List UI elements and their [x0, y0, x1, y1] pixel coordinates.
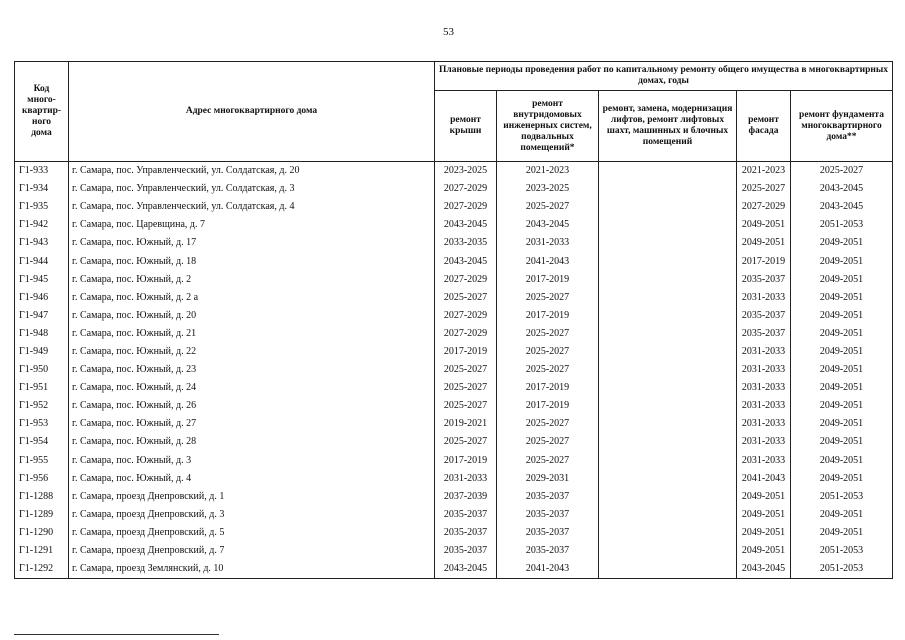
elevators-period-cell: [599, 415, 737, 433]
table-row: [15, 415, 893, 433]
foundation-period-cell: 2051-2053: [791, 542, 893, 560]
code-cell: Г1-1288: [15, 488, 69, 506]
address-cell: г. Самара, пос. Южный, д. 26: [69, 397, 435, 415]
code-cell: Г1-954: [15, 433, 69, 451]
foundation-period-cell: 2049-2051: [791, 343, 893, 361]
foundation-period-cell: 2049-2051: [791, 361, 893, 379]
table-row: [15, 560, 893, 579]
address-cell: г. Самара, проезд Днепровский, д. 7: [69, 542, 435, 560]
roof-period-cell: 2035-2037: [435, 506, 497, 524]
engineering-period-cell: 2035-2037: [497, 524, 599, 542]
code-cell: Г1-952: [15, 397, 69, 415]
engineering-period-cell: 2021-2023: [497, 162, 599, 181]
facade-period-cell: 2021-2023: [737, 162, 791, 181]
elevators-period-cell: [599, 433, 737, 451]
facade-period-cell: 2049-2051: [737, 234, 791, 252]
elevators-period-cell: [599, 506, 737, 524]
foundation-period-cell: 2049-2051: [791, 506, 893, 524]
table-row: [15, 289, 893, 307]
engineering-period-cell: 2023-2025: [497, 180, 599, 198]
engineering-period-cell: 2017-2019: [497, 271, 599, 289]
elevators-period-cell: [599, 361, 737, 379]
address-cell: г. Самара, пос. Управленческий, ул. Солдатская, д. 20: [69, 162, 435, 181]
code-cell: Г1-953: [15, 415, 69, 433]
engineering-period-cell: 2035-2037: [497, 488, 599, 506]
engineering-period-cell: 2025-2027: [497, 325, 599, 343]
address-column-header: Адрес многоквартирного дома: [69, 62, 435, 162]
elevators-period-cell: [599, 488, 737, 506]
address-cell: г. Самара, проезд Днепровский, д. 5: [69, 524, 435, 542]
code-cell: Г1-933: [15, 162, 69, 181]
code-cell: Г1-1290: [15, 524, 69, 542]
roof-period-cell: 2037-2039: [435, 488, 497, 506]
roof-period-cell: 2027-2029: [435, 307, 497, 325]
elevators-period-cell: [599, 289, 737, 307]
table-row: [15, 198, 893, 216]
facade-period-cell: 2031-2033: [737, 415, 791, 433]
address-cell: г. Самара, пос. Южный, д. 2 а: [69, 289, 435, 307]
facade-period-cell: 2031-2033: [737, 361, 791, 379]
foundation-period-cell: 2049-2051: [791, 433, 893, 451]
foundation-period-cell: 2049-2051: [791, 289, 893, 307]
code-cell: Г1-946: [15, 289, 69, 307]
address-cell: г. Самара, пос. Южный, д. 28: [69, 433, 435, 451]
address-cell: г. Самара, пос. Южный, д. 27: [69, 415, 435, 433]
engineering-period-cell: 2025-2027: [497, 415, 599, 433]
address-cell: г. Самара, пос. Южный, д. 20: [69, 307, 435, 325]
engineering-period-cell: 2025-2027: [497, 198, 599, 216]
roof-period-cell: 2027-2029: [435, 198, 497, 216]
engineering-period-cell: 2041-2043: [497, 252, 599, 270]
elevators-period-cell: [599, 162, 737, 181]
code-cell: Г1-1291: [15, 542, 69, 560]
facade-period-cell: 2035-2037: [737, 307, 791, 325]
elevators-period-cell: [599, 307, 737, 325]
roof-period-cell: 2025-2027: [435, 397, 497, 415]
facade-period-cell: 2017-2019: [737, 252, 791, 270]
table-row: [15, 271, 893, 289]
foundation-column-header: ремонт фундамента многоквартирного дома**: [791, 91, 893, 162]
table-row: [15, 343, 893, 361]
engineering-column-header: ремонт внутридомовых инженерных систем, подвальных помещений*: [497, 91, 599, 162]
foundation-period-cell: 2049-2051: [791, 307, 893, 325]
table-row: [15, 397, 893, 415]
table-row: [15, 506, 893, 524]
address-cell: г. Самара, пос. Южный, д. 21: [69, 325, 435, 343]
code-cell: Г1-955: [15, 452, 69, 470]
engineering-period-cell: 2043-2045: [497, 216, 599, 234]
roof-period-cell: 2017-2019: [435, 343, 497, 361]
code-column-header: [15, 62, 69, 162]
elevators-period-cell: [599, 234, 737, 252]
elevators-period-cell: [599, 542, 737, 560]
code-cell: Г1-1292: [15, 560, 69, 579]
roof-column-header: ремонт крыши: [435, 91, 497, 162]
address-cell: г. Самара, пос. Управленческий, ул. Солдатская, д. 4: [69, 198, 435, 216]
table-row: [15, 307, 893, 325]
facade-period-cell: 2035-2037: [737, 325, 791, 343]
foundation-period-cell: 2025-2027: [791, 162, 893, 181]
code-cell: Г1-956: [15, 470, 69, 488]
engineering-period-cell: 2025-2027: [497, 433, 599, 451]
address-cell: г. Самара, пос. Царевщина, д. 7: [69, 216, 435, 234]
roof-period-cell: 2027-2029: [435, 271, 497, 289]
engineering-period-cell: 2025-2027: [497, 289, 599, 307]
code-header-line: Код: [33, 84, 50, 94]
address-cell: г. Самара, пос. Южный, д. 23: [69, 361, 435, 379]
facade-period-cell: 2049-2051: [737, 506, 791, 524]
engineering-period-cell: 2017-2019: [497, 397, 599, 415]
facade-period-cell: 2031-2033: [737, 452, 791, 470]
roof-period-cell: 2025-2027: [435, 361, 497, 379]
facade-period-cell: 2041-2043: [737, 470, 791, 488]
foundation-period-cell: 2049-2051: [791, 470, 893, 488]
table-row: [15, 234, 893, 252]
code-cell: Г1-1289: [15, 506, 69, 524]
engineering-period-cell: 2035-2037: [497, 506, 599, 524]
roof-period-cell: 2025-2027: [435, 289, 497, 307]
foundation-period-cell: 2043-2045: [791, 198, 893, 216]
table-row: [15, 379, 893, 397]
foundation-period-cell: 2049-2051: [791, 252, 893, 270]
roof-period-cell: 2033-2035: [435, 234, 497, 252]
roof-period-cell: 2025-2027: [435, 433, 497, 451]
address-cell: г. Самара, пос. Южный, д. 2: [69, 271, 435, 289]
foundation-period-cell: 2051-2053: [791, 488, 893, 506]
roof-period-cell: 2023-2025: [435, 162, 497, 181]
engineering-period-cell: 2025-2027: [497, 452, 599, 470]
page-number: 53: [443, 26, 454, 38]
foundation-period-cell: 2049-2051: [791, 325, 893, 343]
facade-period-cell: 2031-2033: [737, 379, 791, 397]
elevators-period-cell: [599, 271, 737, 289]
foundation-period-cell: 2049-2051: [791, 524, 893, 542]
table-row: [15, 433, 893, 451]
engineering-period-cell: 2025-2027: [497, 343, 599, 361]
roof-period-cell: 2043-2045: [435, 252, 497, 270]
engineering-period-cell: 2041-2043: [497, 560, 599, 579]
code-cell: Г1-948: [15, 325, 69, 343]
code-cell: Г1-947: [15, 307, 69, 325]
address-cell: г. Самара, пос. Южный, д. 3: [69, 452, 435, 470]
elevators-period-cell: [599, 343, 737, 361]
code-cell: Г1-945: [15, 271, 69, 289]
code-cell: Г1-934: [15, 180, 69, 198]
elevators-period-cell: [599, 560, 737, 579]
elevators-column-header: ремонт, замена, модернизация лифтов, ремонт лифтовых шахт, машинных и блочных помещений: [599, 91, 737, 162]
facade-column-header: ремонт фасада: [737, 91, 791, 162]
roof-period-cell: 2043-2045: [435, 560, 497, 579]
divider-line: [14, 634, 219, 635]
code-cell: Г1-951: [15, 379, 69, 397]
foundation-period-cell: 2049-2051: [791, 397, 893, 415]
elevators-period-cell: [599, 216, 737, 234]
foundation-period-cell: 2051-2053: [791, 560, 893, 579]
table-row: [15, 216, 893, 234]
elevators-period-cell: [599, 470, 737, 488]
address-cell: г. Самара, пос. Южный, д. 24: [69, 379, 435, 397]
roof-period-cell: 2031-2033: [435, 470, 497, 488]
facade-period-cell: 2049-2051: [737, 542, 791, 560]
facade-period-cell: 2031-2033: [737, 397, 791, 415]
code-header-line: ного: [31, 117, 52, 127]
elevators-period-cell: [599, 452, 737, 470]
roof-period-cell: 2027-2029: [435, 180, 497, 198]
facade-period-cell: 2031-2033: [737, 289, 791, 307]
code-header-line: дома: [31, 128, 52, 138]
facade-period-cell: 2031-2033: [737, 433, 791, 451]
facade-period-cell: 2049-2051: [737, 524, 791, 542]
table-row: [15, 325, 893, 343]
facade-period-cell: 2025-2027: [737, 180, 791, 198]
code-cell: Г1-942: [15, 216, 69, 234]
roof-period-cell: 2043-2045: [435, 216, 497, 234]
facade-period-cell: 2043-2045: [737, 560, 791, 579]
address-cell: г. Самара, пос. Южный, д. 22: [69, 343, 435, 361]
elevators-period-cell: [599, 524, 737, 542]
facade-period-cell: 2049-2051: [737, 488, 791, 506]
code-cell: Г1-950: [15, 361, 69, 379]
address-cell: г. Самара, пос. Управленческий, ул. Солдатская, д. 3: [69, 180, 435, 198]
facade-period-cell: 2031-2033: [737, 343, 791, 361]
periods-group-header: Плановые периоды проведения работ по капитальному ремонту общего имущества в многоквартирных домах, годы: [435, 62, 893, 91]
foundation-period-cell: 2049-2051: [791, 415, 893, 433]
roof-period-cell: 2025-2027: [435, 379, 497, 397]
table-row: [15, 488, 893, 506]
engineering-period-cell: 2025-2027: [497, 361, 599, 379]
address-cell: г. Самара, пос. Южный, д. 17: [69, 234, 435, 252]
foundation-period-cell: 2051-2053: [791, 216, 893, 234]
facade-period-cell: 2035-2037: [737, 271, 791, 289]
engineering-period-cell: 2035-2037: [497, 542, 599, 560]
table-row: [15, 361, 893, 379]
code-header-line: много-: [27, 95, 56, 105]
roof-period-cell: 2027-2029: [435, 325, 497, 343]
foundation-period-cell: 2049-2051: [791, 271, 893, 289]
address-cell: г. Самара, пос. Южный, д. 4: [69, 470, 435, 488]
address-cell: г. Самара, проезд Днепровский, д. 1: [69, 488, 435, 506]
elevators-period-cell: [599, 325, 737, 343]
elevators-period-cell: [599, 180, 737, 198]
roof-period-cell: 2035-2037: [435, 524, 497, 542]
elevators-period-cell: [599, 379, 737, 397]
elevators-period-cell: [599, 252, 737, 270]
table-row: [15, 180, 893, 198]
code-cell: Г1-944: [15, 252, 69, 270]
address-cell: г. Самара, проезд Землянский, д. 10: [69, 560, 435, 579]
foundation-period-cell: 2043-2045: [791, 180, 893, 198]
roof-period-cell: 2019-2021: [435, 415, 497, 433]
table-row: [15, 162, 893, 181]
foundation-period-cell: 2049-2051: [791, 234, 893, 252]
engineering-period-cell: 2017-2019: [497, 307, 599, 325]
address-cell: г. Самара, проезд Днепровский, д. 3: [69, 506, 435, 524]
table-body: [15, 162, 893, 579]
foundation-period-cell: 2049-2051: [791, 379, 893, 397]
table-row: [15, 524, 893, 542]
elevators-period-cell: [599, 198, 737, 216]
code-header-line: квартир-: [21, 106, 62, 116]
roof-period-cell: 2017-2019: [435, 452, 497, 470]
table-row: [15, 470, 893, 488]
table-row: [15, 452, 893, 470]
code-cell: Г1-949: [15, 343, 69, 361]
facade-period-cell: 2049-2051: [737, 216, 791, 234]
capital-repair-table: [14, 61, 893, 579]
code-cell: Г1-935: [15, 198, 69, 216]
code-cell: Г1-943: [15, 234, 69, 252]
roof-period-cell: 2035-2037: [435, 542, 497, 560]
foundation-period-cell: 2049-2051: [791, 452, 893, 470]
table-row: [15, 542, 893, 560]
table-row: [15, 252, 893, 270]
engineering-period-cell: 2029-2031: [497, 470, 599, 488]
elevators-period-cell: [599, 397, 737, 415]
address-cell: г. Самара, пос. Южный, д. 18: [69, 252, 435, 270]
engineering-period-cell: 2031-2033: [497, 234, 599, 252]
facade-period-cell: 2027-2029: [737, 198, 791, 216]
engineering-period-cell: 2017-2019: [497, 379, 599, 397]
